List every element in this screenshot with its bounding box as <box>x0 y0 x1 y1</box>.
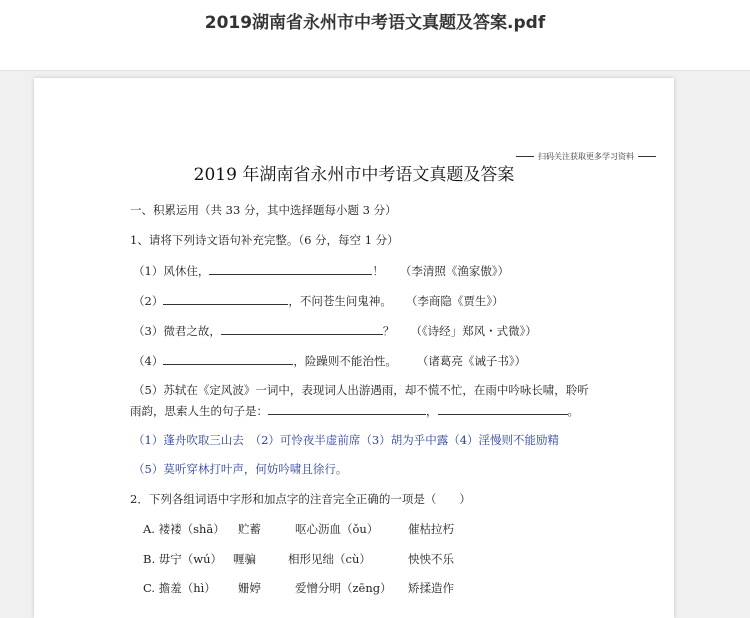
question-1-3 <box>133 322 537 339</box>
option-c-term-1: C. 擔羞（hì） <box>143 581 216 595</box>
q1-3-blank <box>221 322 383 335</box>
pdf-page <box>34 78 674 618</box>
q1-3-prefix: （3）微君之故， <box>133 324 221 338</box>
q1-1-blank <box>209 262 372 275</box>
question-1: 1、请将下列诗文语句补充完整。（6 分，每空 1 分） <box>130 233 399 247</box>
q1-5-middle: ， <box>426 404 438 418</box>
option-b-term-4: 怏怏不乐 <box>408 552 454 566</box>
q1-1-source: （李清照《渔家傲》） <box>399 264 510 278</box>
q1-2-suffix: ，不问苍生问鬼神。 <box>288 294 392 308</box>
q1-5-prefix: 雨韵，思索人生的句子是： <box>130 404 268 418</box>
q1-1-suffix: ！ <box>372 264 384 278</box>
watermark-dash-left <box>516 156 534 157</box>
q1-1-prefix: （1）风休住， <box>133 264 210 278</box>
q1-5-suffix: 。 <box>567 404 579 418</box>
option-a-term-1: A. 褛褛（shā） <box>143 522 225 536</box>
option-b-term-2: 喱骗 <box>233 552 256 566</box>
q1-4-suffix: ，险躁则不能治性。 <box>293 354 397 368</box>
exam-heading: 2019 年湖南省永州市中考语文真题及答案 <box>193 165 515 185</box>
question-1-4 <box>133 352 526 369</box>
option-c-term-3: 爱憎分明（zēng） <box>295 581 392 595</box>
option-c-term-2: 姗婷 <box>238 581 261 595</box>
option-b <box>143 551 454 567</box>
option-b-term-1: B. 毋宁（wú） <box>143 552 223 566</box>
option-a-term-2: 贮蓄 <box>238 522 261 536</box>
document-title: 2019湖南省永州市中考语文真题及答案.pdf <box>204 13 546 33</box>
answer-line-2: （5）莫听穿林打叶声，何妨吟啸且徐行。 <box>133 462 348 476</box>
q1-2-blank <box>163 292 288 305</box>
section-1-title: 一、积累运用（共 33 分，其中选择题每小题 3 分） <box>130 203 397 217</box>
q1-3-source: （《诗经」郑风・式微》） <box>410 324 537 338</box>
pdf-viewer-toolbar <box>0 0 750 71</box>
q1-2-prefix: （2） <box>133 294 164 308</box>
option-c-term-4: 矫揉造作 <box>408 581 454 595</box>
answer-line-1: （1）蓬舟吹取三山去 （2）可怜夜半虚前席（3）胡为乎中露（4）淫慢则不能励精 <box>133 433 560 447</box>
watermark-dash-right <box>638 156 656 157</box>
option-c <box>143 580 454 596</box>
q1-4-blank <box>163 352 293 365</box>
q1-3-suffix: ？ <box>382 324 395 338</box>
watermark-text: 扫码关注获取更多学习资料 <box>538 152 634 161</box>
q1-4-prefix: （4） <box>133 354 164 368</box>
option-a <box>143 521 454 537</box>
option-a-term-3: 呕心沥血（ǒu） <box>295 522 379 536</box>
q1-5-blank-2 <box>438 402 568 415</box>
option-b-term-3: 相形见绌（cù） <box>288 552 371 566</box>
question-1-5-line-1: （5）苏轼在《定风波》一词中，表现词人出游遇雨，却不慌不忙，在雨中吟咏长啸，聆听 <box>133 383 589 397</box>
question-1-5-line-2 <box>130 402 579 419</box>
q1-2-source: （李商隐《贾生》） <box>405 294 504 308</box>
q1-5-blank-1 <box>268 402 426 415</box>
q1-4-source: （诸葛亮《诫子书》） <box>416 354 527 368</box>
question-2: 2．下列各组词语中字形和加点字的注音完全正确的一项是（ ） <box>130 492 471 506</box>
question-1-2 <box>133 292 504 309</box>
question-1-1 <box>133 262 509 279</box>
option-a-term-4: 催枯拉朽 <box>408 522 454 536</box>
